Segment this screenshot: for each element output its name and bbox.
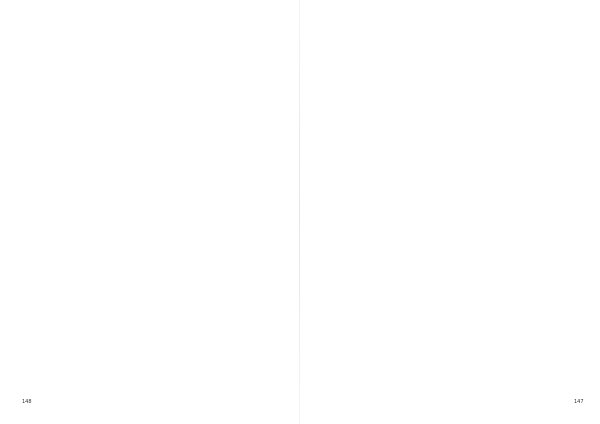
left-page-text <box>20 18 282 383</box>
right-page-text <box>318 18 580 383</box>
right-page <box>300 0 600 424</box>
right-page-number: 147 <box>574 399 584 405</box>
left-page-number: 148 <box>22 399 32 405</box>
